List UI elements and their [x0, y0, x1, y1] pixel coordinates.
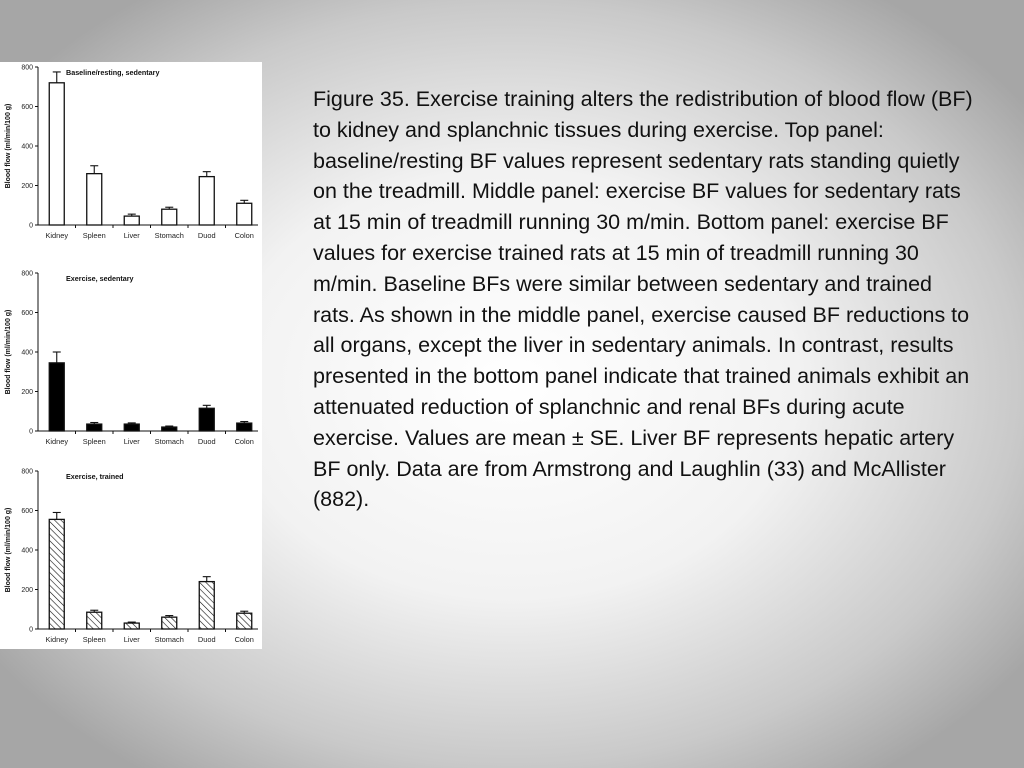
category-label: Stomach [154, 635, 184, 644]
y-tick-label: 400 [21, 143, 33, 151]
category-label: Duod [197, 437, 216, 446]
y-tick-label: 800 [21, 468, 33, 476]
bar [199, 177, 214, 225]
category-label: Kidney [45, 635, 69, 644]
bar [162, 427, 177, 431]
category-label: Duod [197, 231, 216, 240]
bar [162, 209, 177, 225]
bar [237, 613, 252, 629]
panel-title: Exercise, trained [66, 472, 124, 481]
category-label: Spleen [82, 635, 106, 644]
category-label: Duod [197, 635, 216, 644]
panel-title: Baseline/resting, sedentary [66, 68, 160, 77]
category-label: Stomach [154, 231, 184, 240]
y-tick-label: 200 [21, 183, 33, 190]
panel-title: Exercise, sedentary [66, 274, 134, 283]
category-label: Spleen [82, 231, 106, 240]
bar [124, 623, 139, 629]
y-tick-label: 0 [29, 626, 33, 634]
bar [199, 408, 214, 431]
bar [237, 203, 252, 225]
bar [124, 424, 139, 431]
y-tick-label: 200 [21, 587, 33, 594]
chart-panel-2 [5, 271, 262, 447]
figure-caption: Figure 35. Exercise training alters the redistribution of blood flow (BF) to kidney and splanchnic tissues during exercise. Top panel: baseline/resting BF values represent sedentary rats standing quietly on the treadmill. Middle panel: exercise BF values for sedentary rats at 15 min of treadmill running 30 m/min. Bottom panel: exercise BF values for exercise trained rats at 15 min of treadmill running 30 m/min. Baseline BFs were similar between sedentary and trained rats. As shown in the middle panel, exercise caused BF reductions to all organs, except the liver in sedentary animals. In contrast, results presented in the bottom panel indicate that trained animals exhibit an attenuated reduction of splanchnic and renal BFs during acute exercise. Values are mean ± SE. Liver BF represents hepatic artery BF only. Data are from Armstrong and Laughlin (33) and McAllister (882). [313, 87, 973, 512]
bar [124, 216, 139, 225]
y-tick-label: 0 [29, 428, 33, 436]
y-axis-label: Blood flow (ml/min/100 g) [5, 103, 12, 189]
y-tick-label: 0 [29, 222, 33, 230]
y-axis-label: Blood flow (ml/min/100 g) [5, 507, 12, 593]
bar [49, 83, 64, 225]
y-tick-label: 400 [21, 349, 33, 357]
bar [49, 363, 64, 431]
y-tick-label: 800 [21, 270, 33, 278]
bar [87, 174, 102, 225]
category-label: Colon [234, 231, 254, 240]
y-tick-label: 600 [21, 310, 33, 317]
bar [199, 582, 214, 629]
category-label: Kidney [45, 437, 69, 446]
category-label: Stomach [154, 437, 184, 446]
y-tick-label: 600 [21, 508, 33, 515]
y-tick-label: 600 [21, 104, 33, 111]
figure-image [0, 62, 262, 649]
bar [87, 424, 102, 431]
chart-panel-3 [5, 469, 262, 645]
category-label: Colon [234, 635, 254, 644]
bar [87, 612, 102, 629]
category-label: Liver [123, 231, 140, 240]
figure-svg [0, 62, 262, 649]
y-tick-label: 200 [21, 389, 33, 396]
chart-panel-1 [5, 65, 262, 241]
category-label: Liver [123, 635, 140, 644]
category-label: Liver [123, 437, 140, 446]
bar [162, 617, 177, 629]
y-tick-label: 800 [21, 64, 33, 72]
y-tick-label: 400 [21, 547, 33, 555]
category-label: Spleen [82, 437, 106, 446]
bar [237, 423, 252, 431]
category-label: Kidney [45, 231, 69, 240]
category-label: Colon [234, 437, 254, 446]
bar [49, 519, 64, 629]
y-axis-label: Blood flow (ml/min/100 g) [5, 309, 12, 395]
